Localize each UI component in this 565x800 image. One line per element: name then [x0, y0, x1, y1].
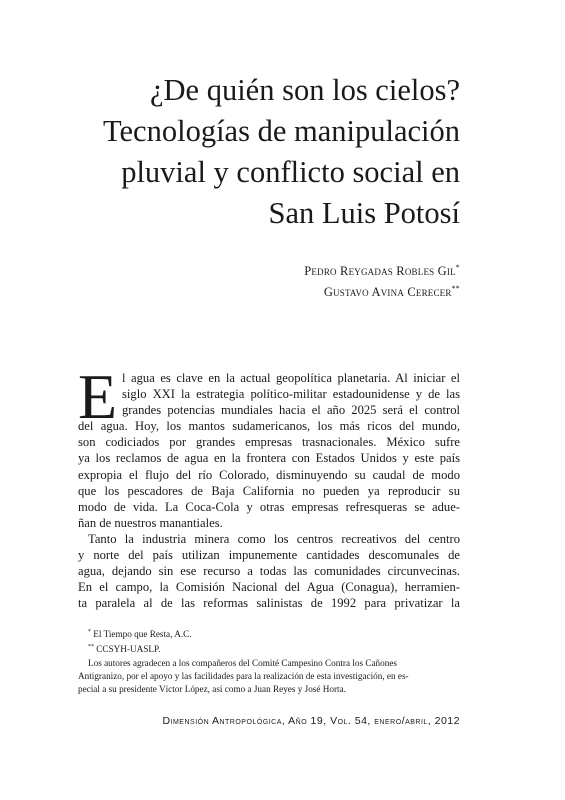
- footnote-text: El Tiempo que Resta, A.C.: [93, 629, 192, 640]
- footnote-mark: *: [88, 629, 91, 635]
- body-line: son codiciados por grandes empresas trasnacionales. México sufre: [78, 435, 460, 450]
- acknowledgement-line: Los autores agradecen a los compañeros del Comité Campesino Contra los Cañones: [88, 657, 397, 668]
- body-line: ñan de nuestros manantiales.: [78, 515, 223, 530]
- body-line: que los pescadores de Baja California no pueden ya reproducir su: [78, 483, 460, 498]
- body-line: grandes potencias mundiales hacia el año 2025 será el control: [122, 403, 460, 418]
- body-line: l agua es clave en la actual geopolítica planetaria. Al iniciar el: [122, 371, 460, 385]
- title-line: ¿De quién son los cielos?: [149, 73, 460, 107]
- author-line: [100, 280, 460, 301]
- century-prefix: siglo: [122, 387, 147, 402]
- author-line: [100, 259, 460, 280]
- issue-info: , Año 19, Vol. 54, enero/abril, 2012: [281, 715, 460, 727]
- drop-cap: E: [78, 361, 118, 432]
- title-line: pluvial y conflicto social en: [121, 155, 460, 189]
- footnote-mark: **: [88, 644, 94, 651]
- journal-name: Dimensión Antropológica: [162, 715, 282, 727]
- footnote: [78, 626, 460, 641]
- acknowledgement-line: Antigranizo, por el apoyo y las facilidades para la realización de esta investigación, en es-: [78, 670, 409, 681]
- body-line: Tanto la industria minera como los centros recreativos del centro: [88, 531, 460, 546]
- footnote-mark: *: [455, 263, 460, 272]
- body-line: ta paralela al de las reformas salinistas de 1992 para privatizar la: [78, 596, 460, 611]
- body-line: expropia el flujo del río Colorado, disminuyendo su caudal de modo: [78, 467, 460, 482]
- body-line-text: la estrategia político-militar estadounidense y de las: [181, 387, 460, 402]
- footnote: [78, 641, 460, 656]
- footnote-mark: **: [451, 284, 460, 294]
- body-line: [78, 386, 460, 402]
- title-line: Tecnologías de manipulación: [103, 114, 460, 148]
- author-name: Pedro Reygadas Robles Gil: [304, 264, 456, 279]
- article-title: [40, 70, 460, 234]
- century: XXI: [152, 387, 175, 402]
- running-footer: [60, 715, 460, 727]
- article-body: [78, 361, 460, 611]
- author-name: Gustavo Avina Cerecer: [323, 285, 452, 300]
- acknowledgement-line: pecial a su presidente Víctor López, así como a Juan Reyes y José Horta.: [78, 683, 346, 694]
- body-line: modo de vida. La Coca-Cola y otras empresas refresqueras se adue-: [78, 499, 460, 514]
- title-line: San Luis Potosí: [268, 196, 460, 230]
- body-line: En el campo, la Comisión Nacional del Agua (Conagua), herramien-: [78, 580, 460, 595]
- body-line: y norte del país utilizan impunemente cantidades descomunales de: [78, 548, 460, 563]
- footnote-text: CCSYH-UASLP.: [96, 644, 161, 655]
- body-line: ya los reclamos de agua en la frontera con Estados Unidos y este país: [78, 451, 460, 466]
- body-line: del agua. Hoy, los mantos sudamericanos, los más ricos del mundo,: [78, 419, 460, 434]
- authors-block: [100, 259, 460, 301]
- body-line: agua, dejando sin ese recurso a todas las comunidades circunvecinas.: [78, 564, 460, 579]
- footnotes: [78, 626, 460, 696]
